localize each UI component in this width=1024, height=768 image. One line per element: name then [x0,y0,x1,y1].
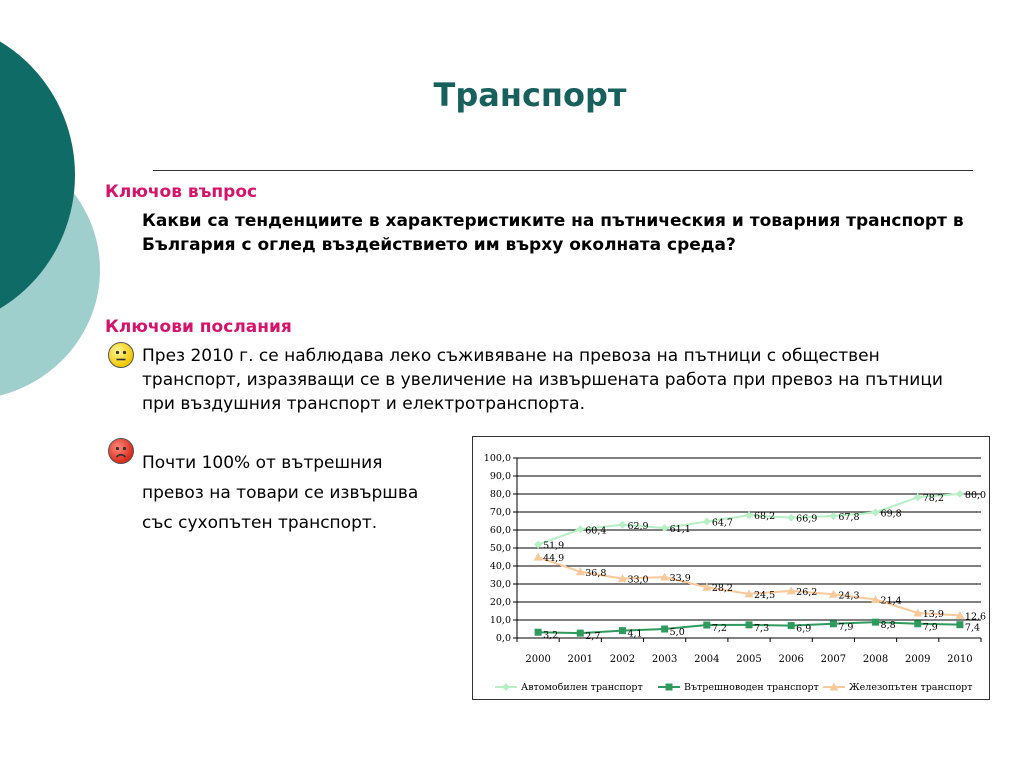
x-tick-label: 2007 [820,654,847,665]
x-tick-label: 2008 [862,654,889,665]
key-question-text: Какви са тенденциите в характеристиките на пътническия и товарния транспорт в България с оглед въздействието им върху околната среда? [142,211,964,255]
x-tick-label: 2006 [778,654,804,665]
y-tick-label: 40,0 [489,561,511,572]
data-point [872,508,880,516]
data-label: 66,9 [796,513,818,525]
x-tick-label: 2009 [905,654,931,665]
sad-face-icon [108,438,134,464]
data-label: 7,3 [754,622,770,634]
chart-svg [473,437,989,699]
data-label: 7,9 [922,621,938,633]
y-tick-label: 70,0 [489,507,511,518]
data-point [914,620,921,627]
data-label: 24,3 [838,590,860,602]
data-point [534,541,542,549]
legend-entry: Автомобилен транспорт [521,682,643,693]
key-messages-heading: Ключови послания [105,317,292,337]
data-label: 24,5 [754,589,776,601]
data-label: 36,8 [585,567,607,579]
data-point [872,619,879,626]
legend-marker [502,683,510,691]
data-label: 7,4 [964,622,981,634]
data-label: 13,9 [922,608,944,620]
y-tick-label: 10,0 [489,615,511,626]
data-point [535,629,542,636]
data-point [788,622,795,629]
data-point [746,621,753,628]
data-label: 8,8 [880,620,896,632]
title-divider [153,170,973,171]
data-label: 61,1 [669,524,691,536]
legend-entry: Железопътен транспорт [849,682,973,693]
key-message-1: През 2010 г. се наблюдава леко съживяване на превоза на пътници с обществен транспорт, изразяващи се в увеличение на извършената работа при превоз на пътници при въздушния транспорт и електротранспорта. [142,346,943,414]
y-tick-label: 80,0 [489,489,511,500]
data-point [703,518,711,526]
data-point [661,524,669,532]
data-label: 60,4 [585,525,607,537]
data-label: 28,2 [711,583,733,595]
legend-entry: Вътрешноводен транспорт [684,682,819,693]
data-point [830,620,837,627]
y-tick-label: 90,0 [489,471,511,482]
slide-title: Транспорт [433,76,627,114]
legend-marker [666,684,673,691]
data-point [618,521,626,529]
x-tick-label: 2004 [694,654,720,665]
data-label: 26,2 [796,586,818,598]
data-point [956,490,964,498]
key-message-2-line-2: превоз на товари се извършва [142,483,419,503]
data-label: 4,1 [627,628,643,640]
x-tick-label: 2003 [651,654,678,665]
x-tick-label: 2002 [609,654,636,665]
data-label: 5,0 [669,627,685,638]
y-tick-label: 30,0 [489,579,511,590]
data-point [619,627,626,634]
data-label: 67,8 [838,511,860,523]
transport-chart [472,436,990,700]
y-tick-label: 50,0 [489,543,511,554]
data-label: 3,2 [543,630,559,642]
x-tick-label: 2005 [736,654,762,665]
data-label: 64,7 [711,517,733,529]
data-label: 2,7 [585,631,601,643]
data-label: 12,6 [964,611,987,623]
data-point [577,630,584,637]
data-label: 6,9 [796,623,812,635]
data-label: 69,8 [880,508,902,520]
data-label: 68,2 [754,511,776,523]
data-label: 62,9 [627,520,649,532]
y-tick-label: 60,0 [489,525,511,536]
data-label: 33,9 [669,572,691,584]
data-label: 33,0 [627,574,649,586]
key-message-2-line-1: Почти 100% от вътрешния [142,453,383,473]
data-point [576,525,584,533]
data-point [703,622,710,629]
key-message-2 [142,448,472,538]
x-tick-label: 2000 [525,654,551,665]
data-label: 78,2 [922,493,944,505]
data-label: 7,2 [711,623,727,635]
key-message-2-line-3: със сухопътен транспорт. [142,513,378,533]
data-point [829,512,837,520]
y-tick-label: 20,0 [489,597,511,608]
y-tick-label: 100,0 [483,453,511,464]
data-point [661,626,668,633]
data-label: 21,4 [880,595,902,607]
data-label: 44,9 [543,553,565,565]
x-tick-label: 2010 [947,654,973,665]
neutral-face-icon [108,342,134,368]
data-label: 80,0 [964,490,987,501]
y-tick-label: 0,0 [495,633,511,644]
data-label: 7,9 [838,621,854,633]
data-label: 51,9 [543,540,565,552]
data-point [956,621,963,628]
key-question-heading: Ключов въпрос [105,182,258,202]
data-point [534,553,543,561]
data-point [787,514,795,522]
x-tick-label: 2001 [567,654,593,665]
